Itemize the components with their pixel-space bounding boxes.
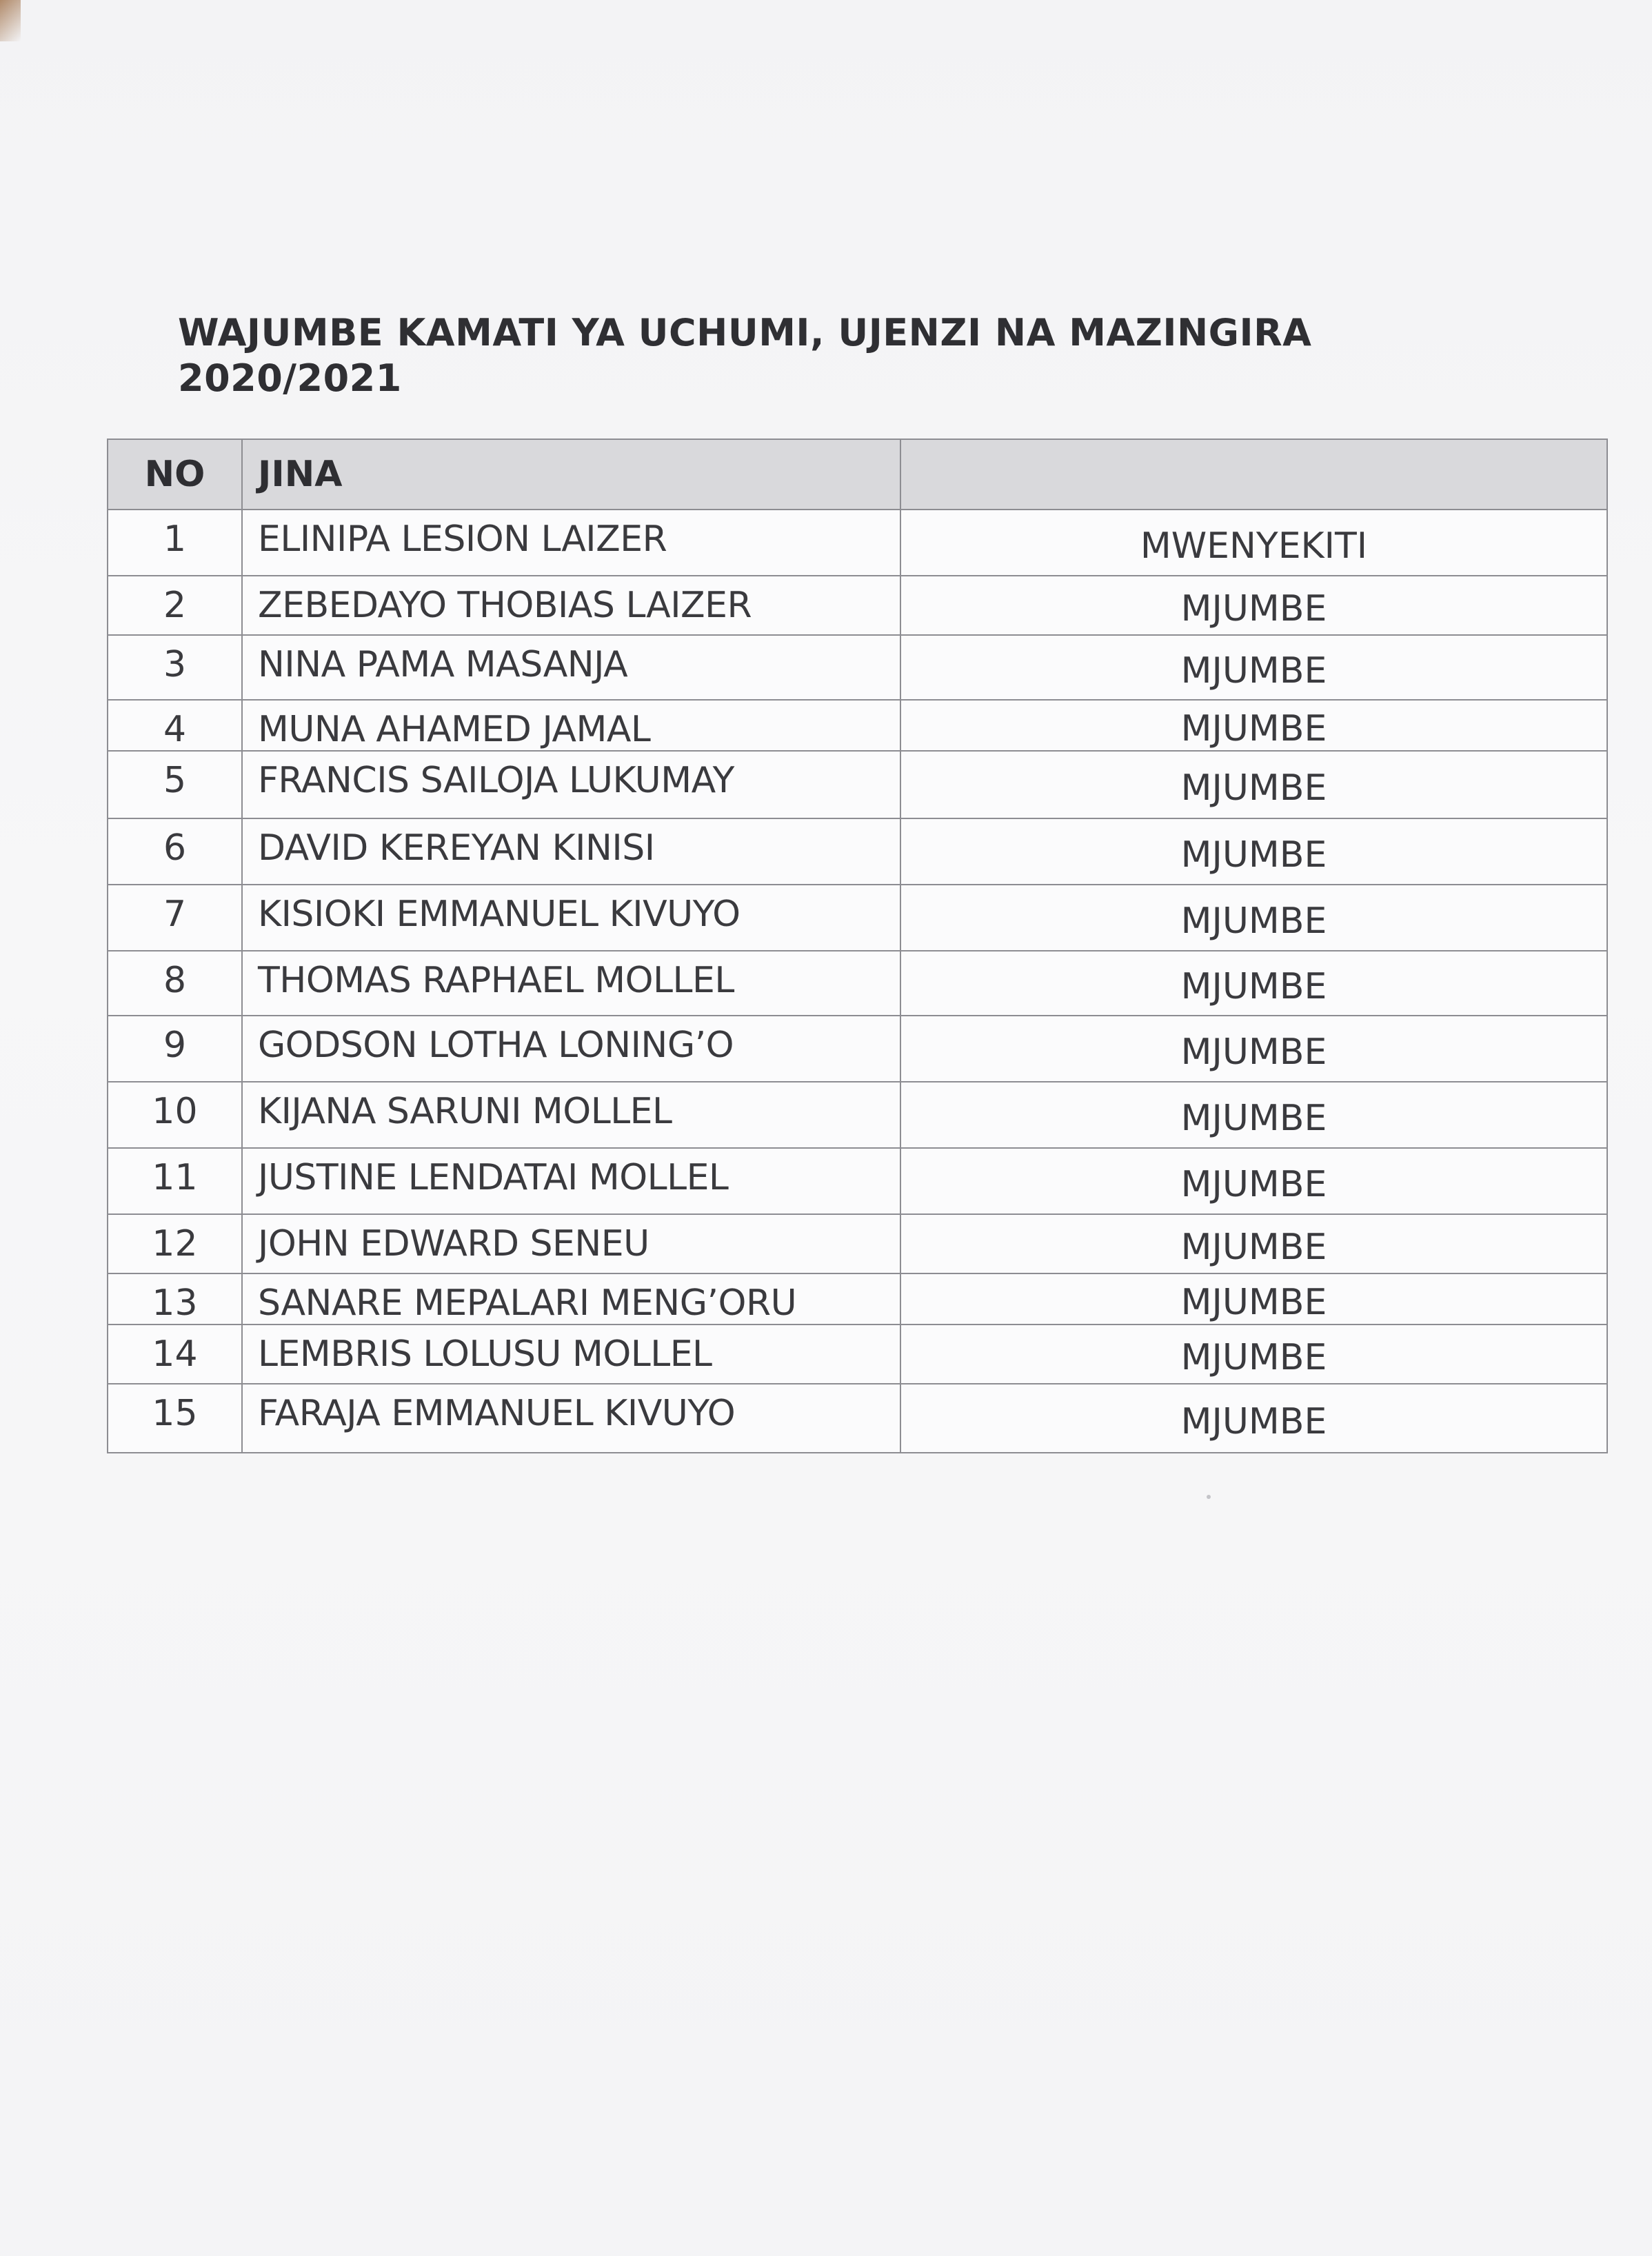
member-role: MJUMBE	[900, 1016, 1607, 1082]
table-row	[108, 1214, 1607, 1273]
member-name: GODSON LOTHA LONING’O	[242, 1016, 900, 1082]
member-role: MJUMBE	[900, 951, 1607, 1016]
member-name: JUSTINE LENDATAI MOLLEL	[242, 1148, 900, 1214]
member-name: THOMAS RAPHAEL MOLLEL	[242, 951, 900, 1016]
member-role: MJUMBE	[900, 576, 1607, 635]
member-name: KIJANA SARUNI MOLLEL	[242, 1082, 900, 1148]
member-name: KISIOKI EMMANUEL KIVUYO	[242, 885, 900, 951]
row-number: 7	[108, 885, 242, 951]
member-role: MWENYEKITI	[900, 510, 1607, 576]
title-line-1: WAJUMBE KAMATI YA UCHUMI, UJENZI NA MAZINGIRA	[178, 311, 1312, 354]
member-name: DAVID KEREYAN KINISI	[242, 818, 900, 885]
row-number: 13	[108, 1273, 242, 1325]
table-row	[108, 1148, 1607, 1214]
member-name: FARAJA EMMANUEL KIVUYO	[242, 1384, 900, 1453]
member-name: FRANCIS SAILOJA LUKUMAY	[242, 751, 900, 818]
table-row	[108, 635, 1607, 700]
document-title	[178, 310, 1419, 401]
row-number: 5	[108, 751, 242, 818]
member-name: NINA PAMA MASANJA	[242, 635, 900, 700]
member-role: MJUMBE	[900, 1325, 1607, 1384]
table-row	[108, 1384, 1607, 1453]
header-no: NO	[108, 439, 242, 510]
member-role: MJUMBE	[900, 700, 1607, 751]
row-number: 12	[108, 1214, 242, 1273]
header-name: JINA	[242, 439, 900, 510]
table-row	[108, 510, 1607, 576]
row-number: 4	[108, 700, 242, 751]
member-role: MJUMBE	[900, 818, 1607, 885]
row-number: 1	[108, 510, 242, 576]
table-row	[108, 1273, 1607, 1325]
table-row	[108, 751, 1607, 818]
member-name: MUNA AHAMED JAMAL	[242, 700, 900, 751]
row-number: 11	[108, 1148, 242, 1214]
member-role: MJUMBE	[900, 1214, 1607, 1273]
paper-speck	[1207, 1495, 1211, 1499]
page-edge-shadow	[0, 0, 21, 41]
member-name: ELINIPA LESION LAIZER	[242, 510, 900, 576]
table-row	[108, 885, 1607, 951]
row-number: 3	[108, 635, 242, 700]
member-role: MJUMBE	[900, 1273, 1607, 1325]
row-number: 6	[108, 818, 242, 885]
row-number: 9	[108, 1016, 242, 1082]
member-name: JOHN EDWARD SENEU	[242, 1214, 900, 1273]
table-row	[108, 700, 1607, 751]
row-number: 14	[108, 1325, 242, 1384]
table-row	[108, 951, 1607, 1016]
table-row	[108, 818, 1607, 885]
table-header-row	[108, 439, 1607, 510]
header-role	[900, 439, 1607, 510]
row-number: 15	[108, 1384, 242, 1453]
title-line-2: 2020/2021	[178, 356, 402, 400]
table-row	[108, 1325, 1607, 1384]
row-number: 2	[108, 576, 242, 635]
member-role: MJUMBE	[900, 1082, 1607, 1148]
member-role: MJUMBE	[900, 885, 1607, 951]
members-table	[107, 439, 1608, 1453]
table-row	[108, 576, 1607, 635]
member-role: MJUMBE	[900, 1148, 1607, 1214]
member-role: MJUMBE	[900, 635, 1607, 700]
member-role: MJUMBE	[900, 1384, 1607, 1453]
member-name: SANARE MEPALARI MENG’ORU	[242, 1273, 900, 1325]
row-number: 10	[108, 1082, 242, 1148]
member-name: ZEBEDAYO THOBIAS LAIZER	[242, 576, 900, 635]
table-row	[108, 1082, 1607, 1148]
row-number: 8	[108, 951, 242, 1016]
table-row	[108, 1016, 1607, 1082]
member-name: LEMBRIS LOLUSU MOLLEL	[242, 1325, 900, 1384]
member-role: MJUMBE	[900, 751, 1607, 818]
